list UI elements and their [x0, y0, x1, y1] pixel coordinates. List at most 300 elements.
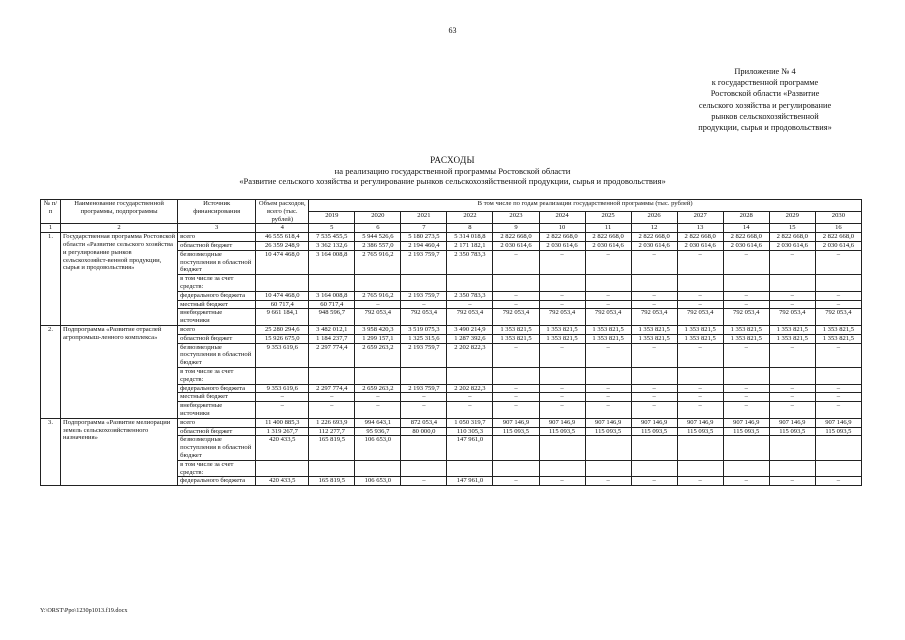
year-value	[447, 275, 493, 292]
year-value: –	[539, 300, 585, 309]
year-value	[447, 367, 493, 384]
year-value: 2 194 460,4	[401, 241, 447, 250]
year-value: –	[401, 300, 447, 309]
year-value: –	[677, 343, 723, 367]
year-value: 1 226 693,9	[309, 418, 355, 427]
year-value	[355, 275, 401, 292]
year-value	[815, 436, 861, 460]
program-name: Подпрограмма «Развитие мелиорации земель сельскохозяйственного назначения»	[61, 418, 178, 485]
appendix-note	[665, 66, 865, 133]
total-volume: 9 353 619,6	[256, 343, 309, 367]
year-value: –	[631, 291, 677, 300]
year-value: –	[309, 402, 355, 419]
funding-source: внебюджетные источники	[178, 309, 256, 326]
funding-source: федерального бюджета	[178, 291, 256, 300]
year-value: 1 353 821,5	[631, 325, 677, 334]
year-value: –	[493, 477, 539, 486]
year-value: –	[585, 402, 631, 419]
funding-source: внебюджетные источники	[178, 402, 256, 419]
year-value: 3 482 012,1	[309, 325, 355, 334]
year-value: –	[631, 250, 677, 274]
year-value: –	[815, 291, 861, 300]
year-value: –	[355, 300, 401, 309]
year-value: 2 297 774,4	[309, 343, 355, 367]
year-value: 792 053,4	[723, 309, 769, 326]
total-volume: –	[256, 393, 309, 402]
total-volume: 9 661 184,1	[256, 309, 309, 326]
total-volume: 420 433,5	[256, 477, 309, 486]
year-value: –	[815, 393, 861, 402]
funding-source: местный бюджет	[178, 393, 256, 402]
year-value: –	[677, 402, 723, 419]
year-value: 80 000,0	[401, 427, 447, 436]
program-number: 2.	[41, 325, 61, 418]
year-value: –	[677, 291, 723, 300]
year-value: 907 146,9	[677, 418, 723, 427]
year-value: –	[631, 477, 677, 486]
year-value: 2 030 614,6	[769, 241, 815, 250]
year-value: 1 353 821,5	[631, 334, 677, 343]
year-value: –	[585, 384, 631, 393]
year-value: 2 030 614,6	[493, 241, 539, 250]
year-value: –	[493, 291, 539, 300]
funding-source: безвозмездные поступления в областной бюджет	[178, 436, 256, 460]
column-index: 4	[256, 224, 309, 233]
column-index: 5	[309, 224, 355, 233]
total-volume: 15 926 675,0	[256, 334, 309, 343]
funding-source: федерального бюджета	[178, 384, 256, 393]
year-value: 5 944 526,6	[355, 233, 401, 242]
year-value	[539, 275, 585, 292]
year-value: –	[355, 393, 401, 402]
year-value: –	[493, 343, 539, 367]
year-value	[769, 275, 815, 292]
total-volume: 46 555 618,4	[256, 233, 309, 242]
total-volume: 10 474 468,0	[256, 250, 309, 274]
year-value: 1 353 821,5	[723, 325, 769, 334]
year-value	[493, 436, 539, 460]
year-value	[677, 436, 723, 460]
year-value: 1 353 821,5	[769, 325, 815, 334]
column-index: 9	[493, 224, 539, 233]
year-value	[401, 275, 447, 292]
year-value: 2 822 668,0	[723, 233, 769, 242]
year-value	[631, 436, 677, 460]
year-value: 907 146,9	[493, 418, 539, 427]
year-value: –	[539, 393, 585, 402]
year-value: 1 299 157,1	[355, 334, 401, 343]
year-value: 1 353 821,5	[585, 334, 631, 343]
year-value: 2 765 916,2	[355, 291, 401, 300]
year-value: –	[401, 393, 447, 402]
year-value: 115 093,5	[585, 427, 631, 436]
year-value: –	[539, 477, 585, 486]
year-value: 792 053,4	[677, 309, 723, 326]
year-value: 2 659 263,2	[355, 384, 401, 393]
table-header	[41, 200, 862, 233]
year-value: 3 164 008,8	[309, 291, 355, 300]
year-value	[769, 460, 815, 477]
column-index: 6	[355, 224, 401, 233]
year-value: –	[447, 402, 493, 419]
year-value: 907 146,9	[585, 418, 631, 427]
year-value: –	[815, 384, 861, 393]
year-value: –	[585, 393, 631, 402]
funding-source: в том числе за счет средств:	[178, 367, 256, 384]
column-index: 2	[61, 224, 178, 233]
year-value: –	[723, 291, 769, 300]
year-value: –	[815, 300, 861, 309]
year-value: 2 297 774,4	[309, 384, 355, 393]
year-value	[401, 460, 447, 477]
year-value	[309, 367, 355, 384]
appendix-line: продукции, сырья и продовольствия»	[698, 123, 832, 133]
year-value: 792 053,4	[355, 309, 401, 326]
header-year: 2027	[677, 212, 723, 224]
funding-source: федерального бюджета	[178, 477, 256, 486]
year-value: 115 093,5	[769, 427, 815, 436]
year-value: 106 653,0	[355, 436, 401, 460]
header-year: 2021	[401, 212, 447, 224]
year-value: 1 050 319,7	[447, 418, 493, 427]
column-index: 1	[41, 224, 61, 233]
year-value: –	[677, 393, 723, 402]
year-value: 95 936,7	[355, 427, 401, 436]
year-value	[815, 460, 861, 477]
table-row	[41, 418, 862, 427]
year-value: –	[723, 343, 769, 367]
funding-source: областной бюджет	[178, 334, 256, 343]
funding-source: всего	[178, 418, 256, 427]
year-value: 2 350 783,3	[447, 291, 493, 300]
header-year: 2022	[447, 212, 493, 224]
year-value: 2 202 822,3	[447, 384, 493, 393]
year-value: 792 053,4	[493, 309, 539, 326]
header-name: Наименование государственной программы, подпрограммы	[61, 200, 178, 224]
year-value: 792 053,4	[815, 309, 861, 326]
year-value: –	[401, 477, 447, 486]
funding-source: в том числе за счет средств:	[178, 460, 256, 477]
year-value: –	[677, 384, 723, 393]
document-title	[0, 155, 905, 187]
year-value: –	[401, 402, 447, 419]
year-value	[631, 275, 677, 292]
header-num: № п/п	[41, 200, 61, 224]
year-value: 1 353 821,5	[539, 334, 585, 343]
funding-source: областной бюджет	[178, 427, 256, 436]
year-value	[585, 367, 631, 384]
year-value: 2 030 614,6	[677, 241, 723, 250]
year-value: –	[539, 343, 585, 367]
year-value: –	[447, 300, 493, 309]
year-value: 3 958 420,3	[355, 325, 401, 334]
year-value: –	[677, 477, 723, 486]
header-year: 2019	[309, 212, 355, 224]
year-value: 1 353 821,5	[677, 325, 723, 334]
year-value: 792 053,4	[401, 309, 447, 326]
year-value: –	[723, 402, 769, 419]
year-value	[585, 460, 631, 477]
appendix-line: Приложение № 4	[734, 67, 796, 76]
year-value: –	[585, 250, 631, 274]
year-value: –	[815, 250, 861, 274]
year-value: –	[769, 250, 815, 274]
year-value: 2 193 759,7	[401, 343, 447, 367]
year-value	[677, 460, 723, 477]
year-value: 2 659 263,2	[355, 343, 401, 367]
year-value	[723, 460, 769, 477]
year-value	[355, 367, 401, 384]
year-value	[539, 367, 585, 384]
header-volume: Объем расходов, всего (тыс. рублей)	[256, 200, 309, 224]
year-value: 2 171 182,1	[447, 241, 493, 250]
year-value: –	[631, 300, 677, 309]
total-volume: 420 433,5	[256, 436, 309, 460]
year-value: 165 819,5	[309, 477, 355, 486]
year-value: –	[631, 343, 677, 367]
year-value	[723, 436, 769, 460]
year-value: 994 643,1	[355, 418, 401, 427]
column-index: 3	[178, 224, 256, 233]
appendix-line: к государственной программе	[711, 78, 819, 88]
year-value: 3 164 008,8	[309, 250, 355, 274]
title-line-1: РАСХОДЫ	[430, 155, 475, 165]
year-value: 1 353 821,5	[815, 325, 861, 334]
year-value: 106 653,0	[355, 477, 401, 486]
total-volume: 26 359 248,9	[256, 241, 309, 250]
year-value: 2 202 822,3	[447, 343, 493, 367]
page-number: 63	[448, 26, 457, 35]
year-value: 792 053,4	[447, 309, 493, 326]
header-year: 2024	[539, 212, 585, 224]
year-value: 2 822 668,0	[493, 233, 539, 242]
year-value: 1 353 821,5	[723, 334, 769, 343]
year-value	[401, 367, 447, 384]
year-value	[493, 367, 539, 384]
column-index: 12	[631, 224, 677, 233]
total-volume: 60 717,4	[256, 300, 309, 309]
program-number: 1.	[41, 233, 61, 326]
table-row	[41, 233, 862, 242]
year-value: –	[539, 291, 585, 300]
year-value: 2 193 759,7	[401, 291, 447, 300]
year-value	[539, 460, 585, 477]
year-value: 1 353 821,5	[585, 325, 631, 334]
header-year: 2025	[585, 212, 631, 224]
year-value: 2 822 668,0	[769, 233, 815, 242]
year-value	[723, 367, 769, 384]
year-value: –	[769, 384, 815, 393]
year-value: 2 030 614,6	[815, 241, 861, 250]
year-value: –	[769, 291, 815, 300]
header-year: 2030	[815, 212, 861, 224]
year-value: 2 822 668,0	[539, 233, 585, 242]
column-index: 14	[723, 224, 769, 233]
year-value: 115 093,5	[677, 427, 723, 436]
year-value: 5 314 018,8	[447, 233, 493, 242]
year-value: 2 030 614,6	[539, 241, 585, 250]
column-index: 16	[815, 224, 861, 233]
year-value: 165 819,5	[309, 436, 355, 460]
year-value	[631, 460, 677, 477]
column-index: 11	[585, 224, 631, 233]
year-value: 1 353 821,5	[493, 334, 539, 343]
year-value: 3 490 214,9	[447, 325, 493, 334]
year-value	[769, 367, 815, 384]
year-value: 1 353 821,5	[769, 334, 815, 343]
total-volume: –	[256, 402, 309, 419]
year-value: –	[631, 384, 677, 393]
year-value: 2 822 668,0	[585, 233, 631, 242]
year-value: –	[539, 250, 585, 274]
year-value: 2 193 759,7	[401, 250, 447, 274]
year-value: 3 519 075,3	[401, 325, 447, 334]
file-path-footer: Y:\ORST\Ppo\1230p1013.f19.docx	[40, 607, 128, 614]
year-value: –	[677, 300, 723, 309]
total-volume	[256, 460, 309, 477]
year-value	[493, 460, 539, 477]
year-value: –	[493, 384, 539, 393]
column-index: 7	[401, 224, 447, 233]
year-value: –	[585, 291, 631, 300]
funding-source: всего	[178, 325, 256, 334]
year-value: 115 093,5	[631, 427, 677, 436]
year-value: –	[585, 343, 631, 367]
year-value	[677, 275, 723, 292]
year-value	[493, 275, 539, 292]
year-value: 7 535 455,5	[309, 233, 355, 242]
year-value	[585, 275, 631, 292]
year-value: –	[769, 343, 815, 367]
funding-source: безвозмездные поступления в областной бюджет	[178, 343, 256, 367]
year-value: 2 030 614,6	[723, 241, 769, 250]
year-value: –	[585, 300, 631, 309]
year-value: 115 093,5	[493, 427, 539, 436]
year-value	[815, 367, 861, 384]
header-year: 2026	[631, 212, 677, 224]
expenses-table	[40, 199, 862, 486]
year-value: 2 030 614,6	[631, 241, 677, 250]
year-value	[815, 275, 861, 292]
table-row	[41, 325, 862, 334]
year-value: 792 053,4	[769, 309, 815, 326]
year-value: 907 146,9	[815, 418, 861, 427]
year-value: 1 325 315,6	[401, 334, 447, 343]
title-line-2: на реализацию государственной программы Ростовской области	[334, 165, 571, 176]
year-value	[447, 460, 493, 477]
header-year: 2028	[723, 212, 769, 224]
year-value	[723, 275, 769, 292]
funding-source: местный бюджет	[178, 300, 256, 309]
year-value: 112 277,7	[309, 427, 355, 436]
year-value: 2 350 783,3	[447, 250, 493, 274]
column-index: 8	[447, 224, 493, 233]
year-value: –	[493, 250, 539, 274]
year-value: 115 093,5	[815, 427, 861, 436]
year-value: –	[815, 343, 861, 367]
program-name: Государственная программа Ростовской области «Развитие сельского хозяйства и регулирование рынков сельскохозяйст-венной продукции, сырья и продовольствия»	[61, 233, 178, 326]
year-value: 1 353 821,5	[539, 325, 585, 334]
year-value: –	[493, 402, 539, 419]
header-row	[41, 200, 862, 212]
year-value: 907 146,9	[769, 418, 815, 427]
year-value	[631, 367, 677, 384]
year-value: –	[493, 393, 539, 402]
year-value: 2 822 668,0	[631, 233, 677, 242]
year-value: –	[355, 402, 401, 419]
column-index: 15	[769, 224, 815, 233]
year-value: –	[631, 393, 677, 402]
year-value: 2 386 557,0	[355, 241, 401, 250]
year-value: 1 353 821,5	[677, 334, 723, 343]
funding-source: безвозмездные поступления в областной бюджет	[178, 250, 256, 274]
year-value: 2 822 668,0	[815, 233, 861, 242]
year-value: 2 765 916,2	[355, 250, 401, 274]
year-value: 907 146,9	[631, 418, 677, 427]
header-year: 2020	[355, 212, 401, 224]
year-value: –	[723, 393, 769, 402]
appendix-line: сельского хозяйства и регулирование	[698, 100, 832, 110]
year-value: 115 093,5	[539, 427, 585, 436]
year-value: –	[769, 402, 815, 419]
year-value: 1 353 821,5	[493, 325, 539, 334]
year-value: 110 305,3	[447, 427, 493, 436]
year-value: –	[723, 250, 769, 274]
appendix-line: Ростовской области «Развитие	[710, 89, 820, 99]
total-volume: 11 400 885,3	[256, 418, 309, 427]
header-year: 2023	[493, 212, 539, 224]
year-value: 2 193 759,7	[401, 384, 447, 393]
year-value: –	[769, 393, 815, 402]
year-value: 2 822 668,0	[677, 233, 723, 242]
column-index: 10	[539, 224, 585, 233]
header-index-row	[41, 224, 862, 233]
year-value: 792 053,4	[585, 309, 631, 326]
title-line-3: «Развитие сельского хозяйства и регулирование рынков сельскохозяйственной продукции, сырья и продовольствия»	[239, 176, 666, 187]
year-value: –	[723, 477, 769, 486]
year-value: 872 053,4	[401, 418, 447, 427]
year-value	[769, 436, 815, 460]
year-value: –	[539, 402, 585, 419]
year-value: –	[309, 393, 355, 402]
year-value: 115 093,5	[723, 427, 769, 436]
program-name: Подпрограмма «Развитие отраслей агропромыш-ленного комплекса»	[61, 325, 178, 418]
program-number: 3.	[41, 418, 61, 485]
year-value	[677, 367, 723, 384]
year-value: 1 287 392,6	[447, 334, 493, 343]
year-value	[401, 436, 447, 460]
year-value	[309, 275, 355, 292]
column-index: 13	[677, 224, 723, 233]
total-volume	[256, 367, 309, 384]
funding-source: всего	[178, 233, 256, 242]
year-value: –	[769, 477, 815, 486]
table-body	[41, 233, 862, 486]
year-value: 1 184 237,7	[309, 334, 355, 343]
total-volume: 25 280 294,6	[256, 325, 309, 334]
total-volume: 1 319 267,7	[256, 427, 309, 436]
year-value: 2 030 614,6	[585, 241, 631, 250]
year-value	[355, 460, 401, 477]
year-value: –	[815, 402, 861, 419]
year-value: 792 053,4	[539, 309, 585, 326]
header-year: 2029	[769, 212, 815, 224]
year-value: 792 053,4	[631, 309, 677, 326]
appendix-line: рынков сельскохозяйственной	[711, 111, 819, 121]
year-value: –	[723, 300, 769, 309]
total-volume: 10 474 468,0	[256, 291, 309, 300]
year-value: 1 353 821,5	[815, 334, 861, 343]
